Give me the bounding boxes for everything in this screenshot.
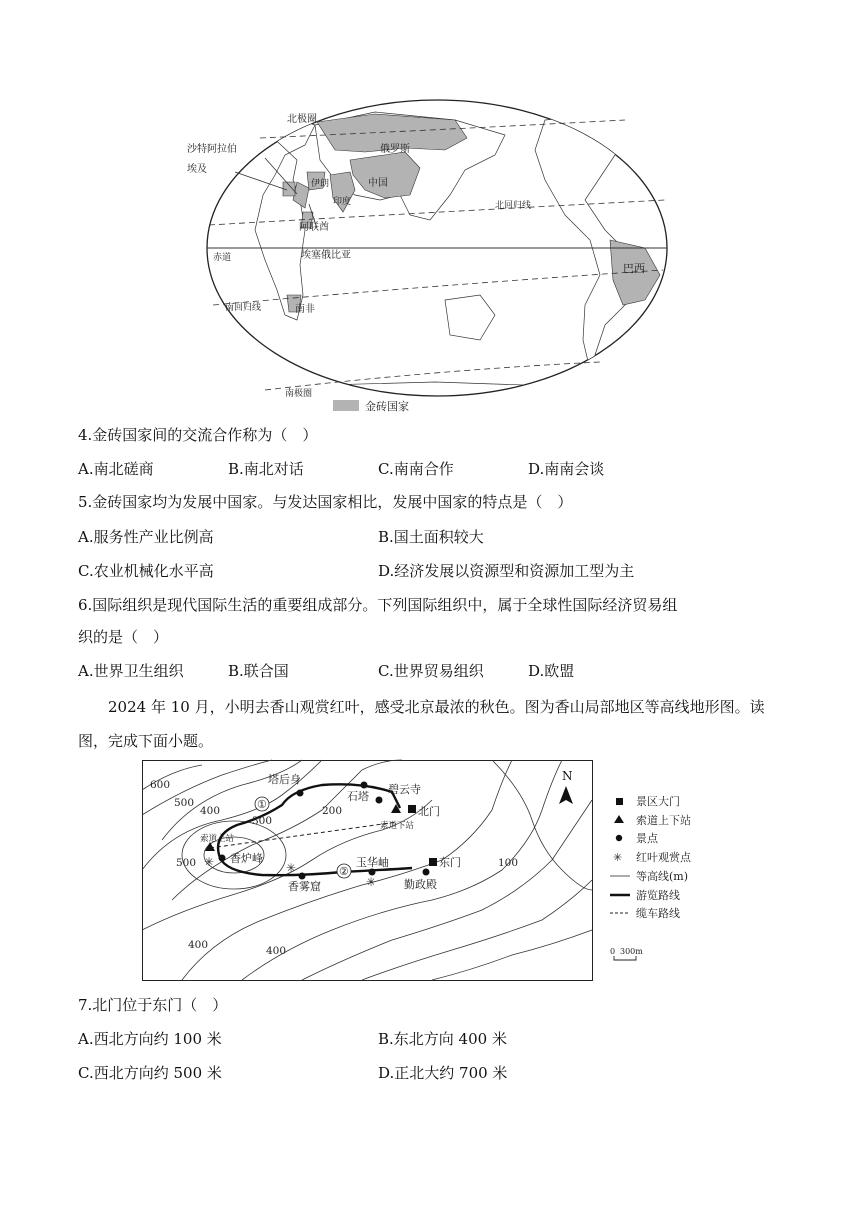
leaf-icon-3: ✳ — [366, 875, 377, 889]
elev-500-a: 500 — [174, 797, 195, 809]
q5-stem: 5.金砖国家均为发展中国家。与发达国家相比，发展中国家的特点是（ ） — [78, 493, 573, 511]
triangle-icon — [614, 815, 624, 823]
elev-200: 200 — [322, 805, 343, 817]
tropic-south-label: 南回归线 — [225, 303, 262, 313]
brazil-label: 巴西 — [623, 262, 645, 275]
arctic-label: 北极圈 — [287, 114, 317, 125]
antarctic-label: 南极圈 — [285, 389, 313, 399]
xiangwuku-dot — [299, 873, 306, 880]
q6-stem-line2: 织的是（ ） — [78, 628, 169, 646]
contour-map — [142, 760, 702, 982]
q7-option-b[interactable]: B.东北方向 400 米 — [378, 1030, 507, 1048]
qinzhengdian-label: 勤政殿 — [404, 878, 437, 891]
iran-label: 伊朗 — [311, 179, 330, 189]
q5-option-b[interactable]: B.国土面积较大 — [378, 528, 484, 546]
q7-stem: 7.北门位于东门（ ） — [78, 996, 228, 1014]
legend-scenic: 景点 — [636, 832, 658, 845]
suodao-shang-label: 索道上站 — [200, 834, 235, 844]
q6-stem-line1: 6.国际组织是现代国际生活的重要组成部分。下列国际组织中，属于全球性国际经济贸易组 — [78, 596, 678, 614]
q5-option-d[interactable]: D.经济发展以资源型和资源加工型为主 — [378, 562, 635, 580]
world-map-figure — [187, 100, 670, 418]
q7-option-d[interactable]: D.正北大约 700 米 — [378, 1064, 508, 1082]
leaf-icon-1: ✳ — [204, 855, 215, 869]
beimen-label: 北门 — [418, 805, 440, 818]
q4-option-d[interactable]: D.南南会谈 — [528, 460, 605, 478]
q5-option-a[interactable]: A.服务性产业比例高 — [78, 528, 214, 546]
dongmen-square — [429, 858, 437, 866]
china-label: 中国 — [368, 178, 388, 189]
q6-option-a[interactable]: A.世界卫生组织 — [78, 662, 184, 680]
q6-option-b[interactable]: B.联合国 — [228, 662, 289, 680]
q7-option-c[interactable]: C.西北方向约 500 米 — [78, 1064, 222, 1082]
marker-1: ① — [257, 798, 267, 811]
contour-legend — [610, 794, 692, 920]
beimen-square — [408, 805, 416, 813]
contour-map-figure — [142, 760, 702, 982]
q6-option-d[interactable]: D.欧盟 — [528, 662, 575, 680]
q4-option-a[interactable]: A.南北磋商 — [78, 460, 154, 478]
suodao-xia-label: 索道下站 — [380, 821, 415, 831]
south-africa-label: 南非 — [295, 304, 315, 315]
legend-gate: 景区大门 — [636, 795, 680, 808]
biyunsi-label: 碧云寺 — [388, 783, 421, 796]
qinzhengdian-dot — [423, 869, 430, 876]
legend-swatch — [333, 400, 359, 411]
svg-text:N: N — [562, 769, 573, 783]
elev-400-a: 400 — [200, 805, 221, 817]
xiangwuku-label: 香雾窟 — [288, 880, 321, 893]
marker-2: ② — [339, 865, 349, 878]
svg-text:0: 0 — [610, 947, 616, 956]
elev-100: 100 — [498, 857, 519, 869]
legend-label: 金砖国家 — [365, 400, 409, 413]
elev-400-c: 400 — [266, 945, 287, 957]
tropic-north-label: 北回归线 — [495, 201, 532, 211]
q4-stem: 4.金砖国家间的交流合作称为（ ） — [78, 426, 318, 444]
square-icon — [616, 798, 623, 805]
biyunsi-dot — [376, 797, 383, 804]
legend-contour: 等高线(m) — [636, 870, 689, 883]
scale-bar — [610, 947, 643, 960]
yuhuadi-label: 玉华岫 — [356, 856, 389, 869]
q6-option-c[interactable]: C.世界贸易组织 — [378, 662, 484, 680]
leaf-icon-2: ✳ — [286, 861, 297, 875]
legend-route: 游览路线 — [636, 889, 680, 902]
elev-500-b: 500 — [176, 857, 197, 869]
q4-option-b[interactable]: B.南北对话 — [228, 460, 304, 478]
shita-label: 石塔 — [347, 790, 369, 803]
legend-cable-station: 索道上下站 — [636, 814, 691, 827]
xianglufeng-dot — [219, 855, 226, 862]
elev-300: 300 — [252, 815, 273, 827]
q5-option-c[interactable]: C.农业机械化水平高 — [78, 562, 214, 580]
svg-text:300m: 300m — [620, 947, 643, 956]
equator-label: 赤道 — [213, 253, 232, 263]
leaf-icon: ✳ — [613, 851, 623, 864]
legend-cable: 缆车路线 — [636, 907, 680, 920]
dongmen-label: 东门 — [439, 856, 461, 869]
passage — [78, 690, 780, 758]
tahoushen-dot — [297, 790, 304, 797]
world-map — [187, 100, 670, 418]
russia-label: 俄罗斯 — [380, 144, 410, 155]
saudi-label: 沙特阿拉伯 — [187, 144, 237, 155]
q7-option-a[interactable]: A.西北方向约 100 米 — [78, 1030, 222, 1048]
egypt-label: 埃及 — [187, 164, 207, 175]
uae-label: 阿联酋 — [299, 222, 329, 233]
elev-600: 600 — [150, 779, 171, 791]
tahoushen-label: 塔后身 — [268, 773, 301, 786]
legend-leaf: 红叶观赏点 — [636, 851, 691, 864]
shita-dot — [361, 782, 368, 789]
elev-400-b: 400 — [188, 939, 209, 951]
xianglufeng-label: 香炉峰 — [230, 852, 263, 865]
ethiopia-label: 埃塞俄比亚 — [301, 250, 351, 261]
india-label: 印度 — [333, 197, 352, 207]
q4-option-c[interactable]: C.南南合作 — [378, 460, 454, 478]
dot-icon — [616, 835, 622, 841]
passage-text: 2024 年 10 月，小明去香山观赏红叶，感受北京最浓的秋色。图为香山局部地区等高线地形图。读图，完成下面小题。 — [78, 698, 765, 750]
